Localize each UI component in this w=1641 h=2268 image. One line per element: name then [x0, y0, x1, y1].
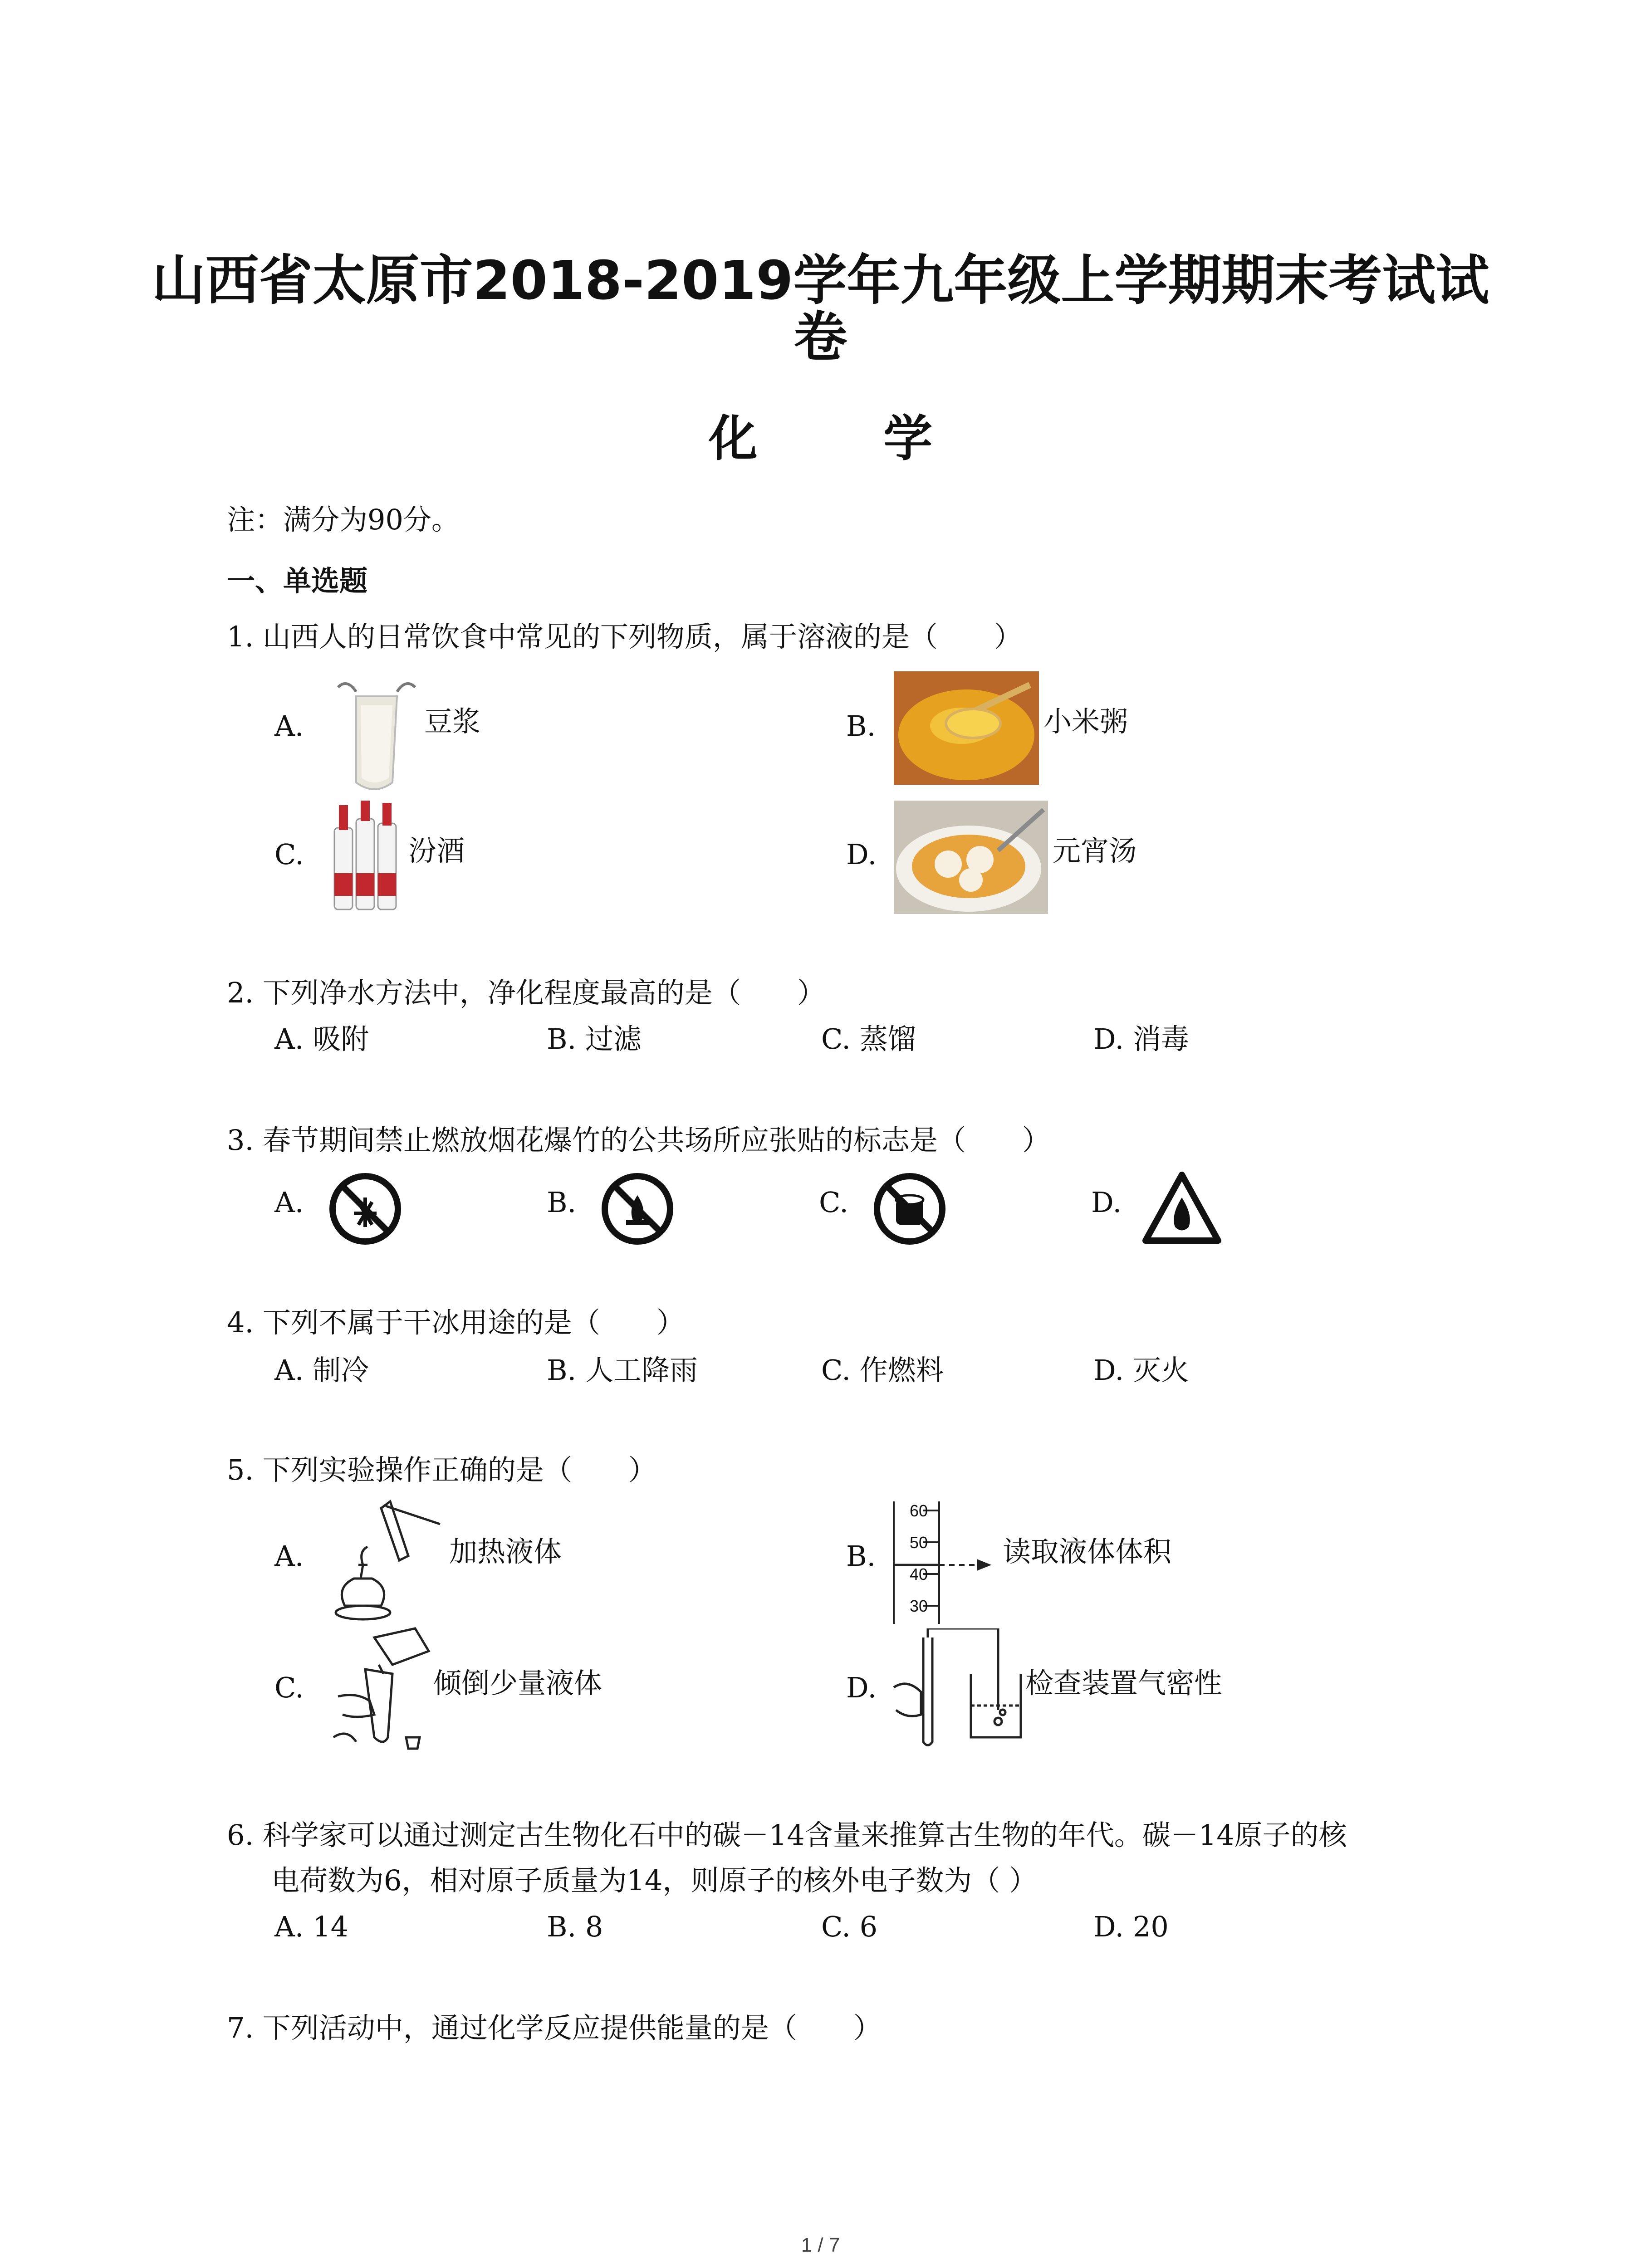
q5-option-d-letter: D. [846, 1671, 877, 1704]
exam-title-line2: 卷 [794, 306, 847, 368]
millet-porridge-image [894, 671, 1039, 785]
cylinder-tick-40: 40 [910, 1565, 928, 1584]
q1-option-c-letter: C. [274, 838, 304, 871]
q2-option-a: A. 吸附 [274, 1022, 369, 1056]
exam-title-line1: 山西省太原市2018-2019学年九年级上学期期末考试试 [152, 249, 1489, 312]
subject-title: 化 学 [708, 410, 987, 467]
q2-option-b: B. 过滤 [547, 1022, 642, 1056]
page-number: 1 / 7 [801, 2234, 840, 2256]
q6-option-d: D. 20 [1093, 1910, 1169, 1943]
section-heading: 一、单选题 [227, 564, 368, 597]
q5-option-c-text: 倾倒少量液体 [433, 1667, 603, 1700]
q5-option-a-text: 加热液体 [449, 1535, 562, 1568]
q1-option-d-text: 元宵汤 [1053, 834, 1137, 867]
q6-option-b: B. 8 [547, 1910, 603, 1943]
question-2-stem: 2. 下列净水方法中，净化程度最高的是（ ） [227, 976, 825, 1009]
soymilk-glass-image [329, 678, 420, 796]
question-1-stem: 1. 山西人的日常饮食中常见的下列物质，属于溶液的是（ ） [227, 620, 1022, 653]
question-6-stem-line1: 6. 科学家可以通过测定古生物化石中的碳－14含量来推算古生物的年代。碳－14原子的核 [227, 1818, 1347, 1852]
question-4-stem: 4. 下列不属于干冰用途的是（ ） [227, 1306, 685, 1339]
q3-option-d-letter: D. [1091, 1186, 1122, 1219]
q6-option-a: A. 14 [274, 1910, 349, 1943]
pouring-liquid-diagram [320, 1624, 438, 1755]
score-note: 注：满分为90分。 [227, 503, 460, 536]
q4-option-d: D. 灭火 [1093, 1354, 1189, 1387]
question-7-stem: 7. 下列活动中，通过化学反应提供能量的是（ ） [227, 2011, 882, 2044]
q5-option-d-text: 检查装置气密性 [1025, 1667, 1223, 1700]
airtightness-check-diagram [889, 1628, 1025, 1751]
cylinder-tick-60: 60 [910, 1501, 928, 1520]
q3-option-a-letter: A. [274, 1186, 304, 1219]
no-firecrackers-sign-icon [327, 1170, 404, 1247]
q4-option-b: B. 人工降雨 [547, 1354, 698, 1387]
q3-option-b-letter: B. [547, 1186, 577, 1219]
q6-option-c: C. 6 [821, 1910, 878, 1943]
no-smoking-sign-icon [871, 1170, 948, 1247]
question-6-stem-line2: 电荷数为6，相对原子质量为14，则原子的核外电子数为（ ） [271, 1864, 1038, 1897]
q1-option-b-letter: B. [846, 709, 876, 743]
question-3-stem: 3. 春节期间禁止燃放烟花爆竹的公共场所应张贴的标志是（ ） [227, 1124, 1050, 1157]
no-fire-sign-icon [599, 1170, 676, 1247]
fenjiu-bottles-image [329, 801, 402, 914]
q1-option-a-letter: A. [274, 709, 304, 743]
q5-option-c-letter: C. [274, 1671, 304, 1704]
graduated-cylinder-reading-diagram [887, 1497, 1000, 1628]
flammable-warning-sign-icon [1141, 1170, 1223, 1247]
q1-option-d-letter: D. [846, 838, 877, 871]
q3-option-c-letter: C. [819, 1186, 848, 1219]
yuanxiao-soup-image [894, 801, 1048, 914]
q5-option-a-letter: A. [274, 1540, 304, 1573]
q5-option-b-letter: B. [846, 1540, 876, 1573]
question-5-stem: 5. 下列实验操作正确的是（ ） [227, 1453, 656, 1486]
q1-option-a-text: 豆浆 [424, 705, 481, 738]
q2-option-c: C. 蒸馏 [821, 1022, 916, 1056]
q4-option-a: A. 制冷 [274, 1354, 369, 1387]
q1-option-b-text: 小米粥 [1043, 705, 1128, 738]
q4-option-c: C. 作燃料 [821, 1354, 944, 1387]
q5-option-b-text: 读取液体体积 [1003, 1535, 1172, 1568]
q2-option-d: D. 消毒 [1093, 1022, 1189, 1056]
q1-option-c-text: 汾酒 [408, 834, 465, 867]
cylinder-tick-50: 50 [910, 1533, 928, 1552]
heating-liquid-diagram [318, 1497, 449, 1628]
cylinder-tick-30: 30 [910, 1597, 928, 1615]
